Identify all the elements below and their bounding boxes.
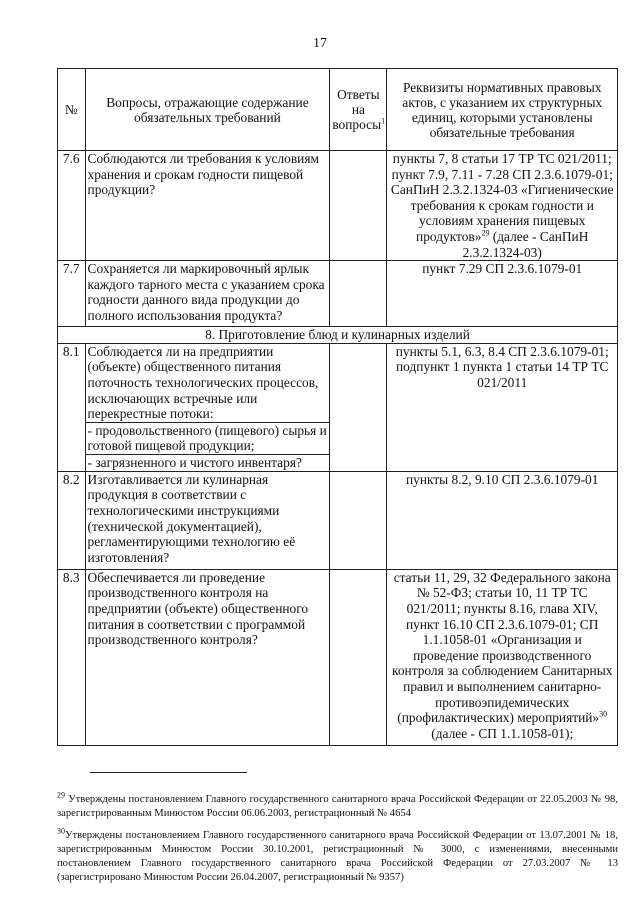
reference-text: статьи 11, 29, 32 Федерального закона № 52-ФЗ; статьи 10, 11 ТР ТС 021/2011; пункты 8.16, глава XIV, пункт 16.10 СП 2.3.6.1079-01; СП 1.1.1058-01 «Организация и проведение производственного контроля за соблюдением Санитарных правил и выполнением санитарно-противоэпидемических (профилактических) мероприятий»: [392, 569, 613, 726]
footnote-separator: [90, 772, 247, 773]
row-reference: пункт 7.29 СП 2.3.6.1079-01: [387, 261, 618, 327]
reference-text: пункты 7, 8 статьи 17 ТР ТС 021/2011; пункт 7.9, 7.11 - 7.28 СП 2.3.6.1079-01; СанПиН 2.3.2.1324-03 «Гигиенические требования к срокам годности и условиям хранения пищевых продуктов»: [390, 151, 614, 244]
footnote: [57, 826, 618, 885]
header-answers-footnote-mark: 1: [381, 116, 386, 126]
row-question-text: Соблюдается ли на предприятии (объекте) общественного питания поточность технологических процессов, исключающих встречные или перекрестные потоки:: [87, 343, 319, 422]
reference-tail: (далее - СанПиН 2.3.2.1324-03): [462, 228, 589, 260]
header-answers: [330, 69, 387, 151]
section-heading-row: [58, 327, 618, 344]
table-row: [58, 569, 618, 745]
reference-tail: (далее - СП 1.1.1058-01);: [431, 725, 574, 741]
row-reference: пункты 5.1, 6.3, 8.4 СП 2.3.6.1079-01; подпункт 1 пункта 1 статьи 14 ТР ТС 021/2011: [387, 343, 618, 471]
row-reference: пункты 8.2, 9.10 СП 2.3.6.1079-01: [387, 471, 618, 569]
row-num: 8.2: [58, 471, 86, 569]
row-reference: [387, 151, 618, 261]
footnote-text: Утверждены постановлением Главного государственного санитарного врача Российской Федерации от 22.05.2003 № 98, зарегистрированным Минюстом России 06.06.2003, регистрационный № 4654: [57, 794, 618, 819]
reference-footnote-mark: 29: [481, 228, 490, 238]
row-subquestion: - продовольственного (пищевого) сырья и готовой пищевой продукции;: [86, 422, 330, 454]
row-answer[interactable]: [330, 261, 387, 327]
requirements-table: [57, 68, 618, 746]
row-answer[interactable]: [330, 151, 387, 261]
row-subquestion: - загрязненного и чистого инвентаря?: [86, 454, 330, 471]
row-question: Соблюдаются ли требования к условиям хранения и срокам годности пищевой продукции?: [85, 151, 330, 261]
row-reference: [387, 569, 618, 745]
table-header-row: [58, 69, 618, 151]
footnote-mark: 30: [57, 826, 65, 836]
header-num: №: [58, 69, 86, 151]
footnote: [57, 790, 618, 821]
table-row: [58, 343, 618, 471]
table-row: [58, 471, 618, 569]
page-number: 17: [313, 36, 327, 51]
row-answer[interactable]: [330, 471, 387, 569]
row-answer[interactable]: [330, 343, 387, 471]
table-row: [58, 151, 618, 261]
row-num: 7.6: [58, 151, 86, 261]
footnote-mark: 29: [57, 790, 65, 800]
header-answers-text: Ответы на вопросы: [332, 87, 382, 132]
header-requisites: Реквизиты нормативных правовых актов, с указанием их структурных единиц, которыми установлены обязательные требования: [387, 69, 618, 151]
section-heading: 8. Приготовление блюд и кулинарных изделий: [58, 327, 618, 344]
row-question: [85, 343, 330, 471]
footnote-text: Утверждены постановлением Главного государственного санитарного врача Российской Федерации от 13.07.2001 № 18, зарегистрированным Минюстом России 30.10.2001, регистрационный № 3000, с изменениями, внесенными постановлением Главного государственного санитарного врача Российской Федерации от 27.03.2007 № 13 (зарегистрировано Минюстом России 26.04.2007, регистрационный № 9357): [57, 830, 618, 883]
row-question: Изготавливается ли кулинарная продукция в соответствии с технологическими инструкциями (технической документацией), регламентирующими технологию её изготовления?: [85, 471, 330, 569]
table-row: [58, 261, 618, 327]
row-num: 8.3: [58, 569, 86, 745]
row-answer[interactable]: [330, 569, 387, 745]
row-question: Сохраняется ли маркировочный ярлык каждого тарного места с указанием срока годности данного вида продукции до полного использования продукта?: [85, 261, 330, 327]
reference-footnote-mark: 30: [599, 709, 608, 719]
row-num: 7.7: [58, 261, 86, 327]
header-question: Вопросы, отражающие содержание обязательных требований: [85, 69, 330, 151]
row-question: Обеспечивается ли проведение производственного контроля на предприятии (объекте) общественного питания в соответствии с программой производственного контроля?: [85, 569, 330, 745]
row-num: 8.1: [58, 343, 86, 471]
